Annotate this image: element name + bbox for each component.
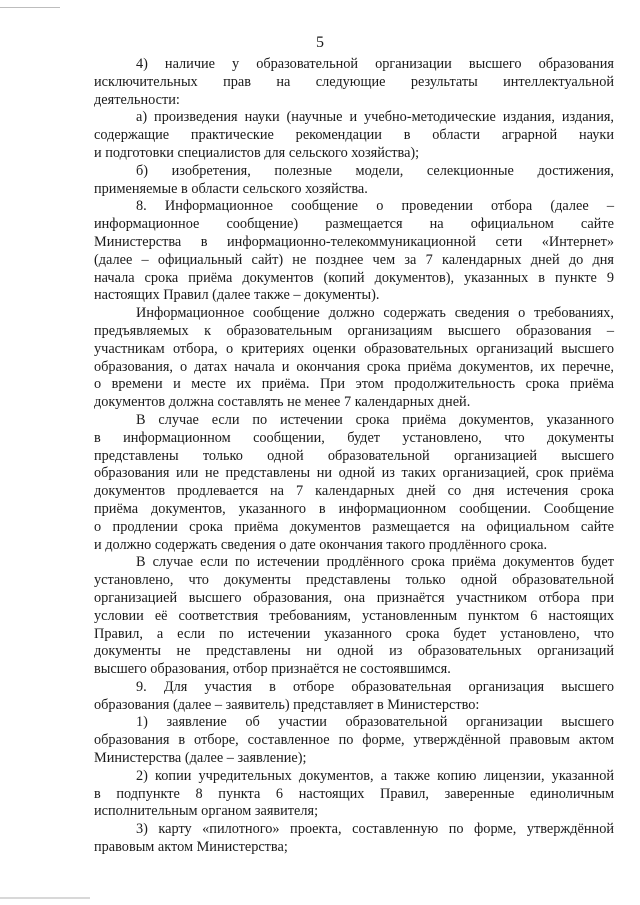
text-line: образования, о датах начала и окончания срока приёма документов, их перечне, bbox=[94, 358, 614, 375]
text-line: 2) копии учредительных документов, а также копию лицензии, указанной bbox=[136, 767, 614, 784]
text-line: установлено, что документы представлены только одной образовательной bbox=[94, 572, 614, 589]
paragraph bbox=[94, 56, 614, 109]
document-body bbox=[94, 56, 614, 857]
text-line: образования (далее – заявитель) представляет в Министерство: bbox=[94, 696, 480, 713]
text-line: о продлении срока приёма документов размещается на официальном сайте bbox=[94, 518, 614, 535]
text-line: представлены только одной образовательной организацией высшего bbox=[94, 447, 614, 464]
text-line: 9. Для участия в отборе образовательная организация высшего bbox=[136, 678, 614, 695]
text-line: а) произведения науки (научные и учебно-методические издания, издания, bbox=[136, 109, 614, 126]
paragraph bbox=[94, 768, 614, 821]
text-line: образования или не представлены ни одной из таких организацией, срок приёма bbox=[94, 465, 614, 482]
text-line: Информационное сообщение должно содержать сведения о требованиях, bbox=[136, 305, 614, 322]
scan-edge-mark-bottom bbox=[0, 897, 90, 899]
text-line: Министерства в информационно-телекоммуникационной сети «Интернет» bbox=[94, 233, 614, 250]
text-line: начала срока приёма документов (копий документов), указанных в пункте 9 bbox=[94, 269, 614, 286]
scan-edge-mark-top bbox=[0, 7, 60, 8]
paragraph bbox=[94, 109, 614, 162]
text-line: в информационном сообщении, будет установлено, что документы bbox=[94, 429, 614, 446]
text-line: правовым актом Министерства; bbox=[94, 839, 288, 856]
text-line: Правил, а если по истечении указанного срока будет установлено, что bbox=[94, 625, 614, 642]
paragraph bbox=[94, 305, 614, 412]
paragraph bbox=[94, 198, 614, 305]
text-line: применяемые в области сельского хозяйства. bbox=[94, 180, 368, 197]
text-line: предъявляемых к образовательным организациям высшего образования – bbox=[94, 322, 614, 339]
page-number: 5 bbox=[316, 34, 324, 51]
text-line: и должно содержать сведения о дате окончания такого продлённого срока. bbox=[94, 536, 548, 553]
text-line: 3) карту «пилотного» проекта, составленную по форме, утверждённой bbox=[136, 821, 614, 838]
paragraph bbox=[94, 554, 614, 679]
text-line: исполнительным органом заявителя; bbox=[94, 803, 319, 820]
text-line: о времени и месте их приёма. При этом продолжительность срока приёма bbox=[94, 376, 614, 393]
paragraph bbox=[94, 163, 614, 199]
text-line: высшего образования, отбор признаётся не состоявшимся. bbox=[94, 661, 451, 678]
text-line: настоящих Правил (далее также – документы). bbox=[94, 287, 380, 304]
text-line: в подпункте 8 пункта 6 настоящих Правил, заверенные единоличным bbox=[94, 785, 614, 802]
text-line: б) изобретения, полезные модели, селекционные достижения, bbox=[136, 162, 614, 179]
text-line: (далее – официальный сайт) не позднее чем за 7 календарных дней до дня bbox=[94, 251, 614, 268]
text-line: информационное сообщение) размещается на официальном сайте bbox=[94, 216, 614, 233]
text-line: 4) наличие у образовательной организации высшего образования bbox=[136, 56, 614, 72]
paragraph bbox=[94, 679, 614, 715]
text-line: Министерства (далее – заявление); bbox=[94, 750, 307, 767]
text-line: документов должна составлять не менее 7 календарных дней. bbox=[94, 394, 471, 411]
text-line: документы не представлены ни одной из образовательных организаций bbox=[94, 643, 614, 660]
text-line: деятельности: bbox=[94, 91, 180, 108]
text-line: и подготовки специалистов для сельского хозяйства); bbox=[94, 144, 420, 161]
text-line: В случае если по истечении срока приёма документов, указанного bbox=[136, 411, 614, 428]
text-line: образования в отборе, составленное по форме, утверждённой правовым актом bbox=[94, 732, 614, 749]
paragraph bbox=[94, 821, 614, 857]
text-line: условии её соответствия требованиям, установленным пунктом 6 настоящих bbox=[94, 607, 614, 624]
text-line: документов продлевается на 7 календарных дней со дня истечения срока bbox=[94, 483, 614, 500]
text-line: 1) заявление об участии образовательной организации высшего bbox=[136, 714, 614, 731]
text-line: участникам отбора, о критериях оценки образовательных организаций высшего bbox=[94, 340, 614, 357]
paragraph bbox=[94, 412, 614, 554]
text-line: организацией высшего образования, она признаётся участником отбора при bbox=[94, 589, 614, 606]
paragraph bbox=[94, 714, 614, 767]
text-line: 8. Информационное сообщение о проведении отбора (далее – bbox=[136, 198, 614, 215]
text-line: приёма документов, указанного в информационном сообщении. Сообщение bbox=[94, 500, 614, 517]
text-line: исключительных прав на следующие результаты интеллектуальной bbox=[94, 73, 614, 90]
text-line: В случае если по истечении продлённого срока приёма документов будет bbox=[136, 554, 614, 571]
text-line: содержащие практические рекомендации в области аграрной науки bbox=[94, 127, 614, 144]
